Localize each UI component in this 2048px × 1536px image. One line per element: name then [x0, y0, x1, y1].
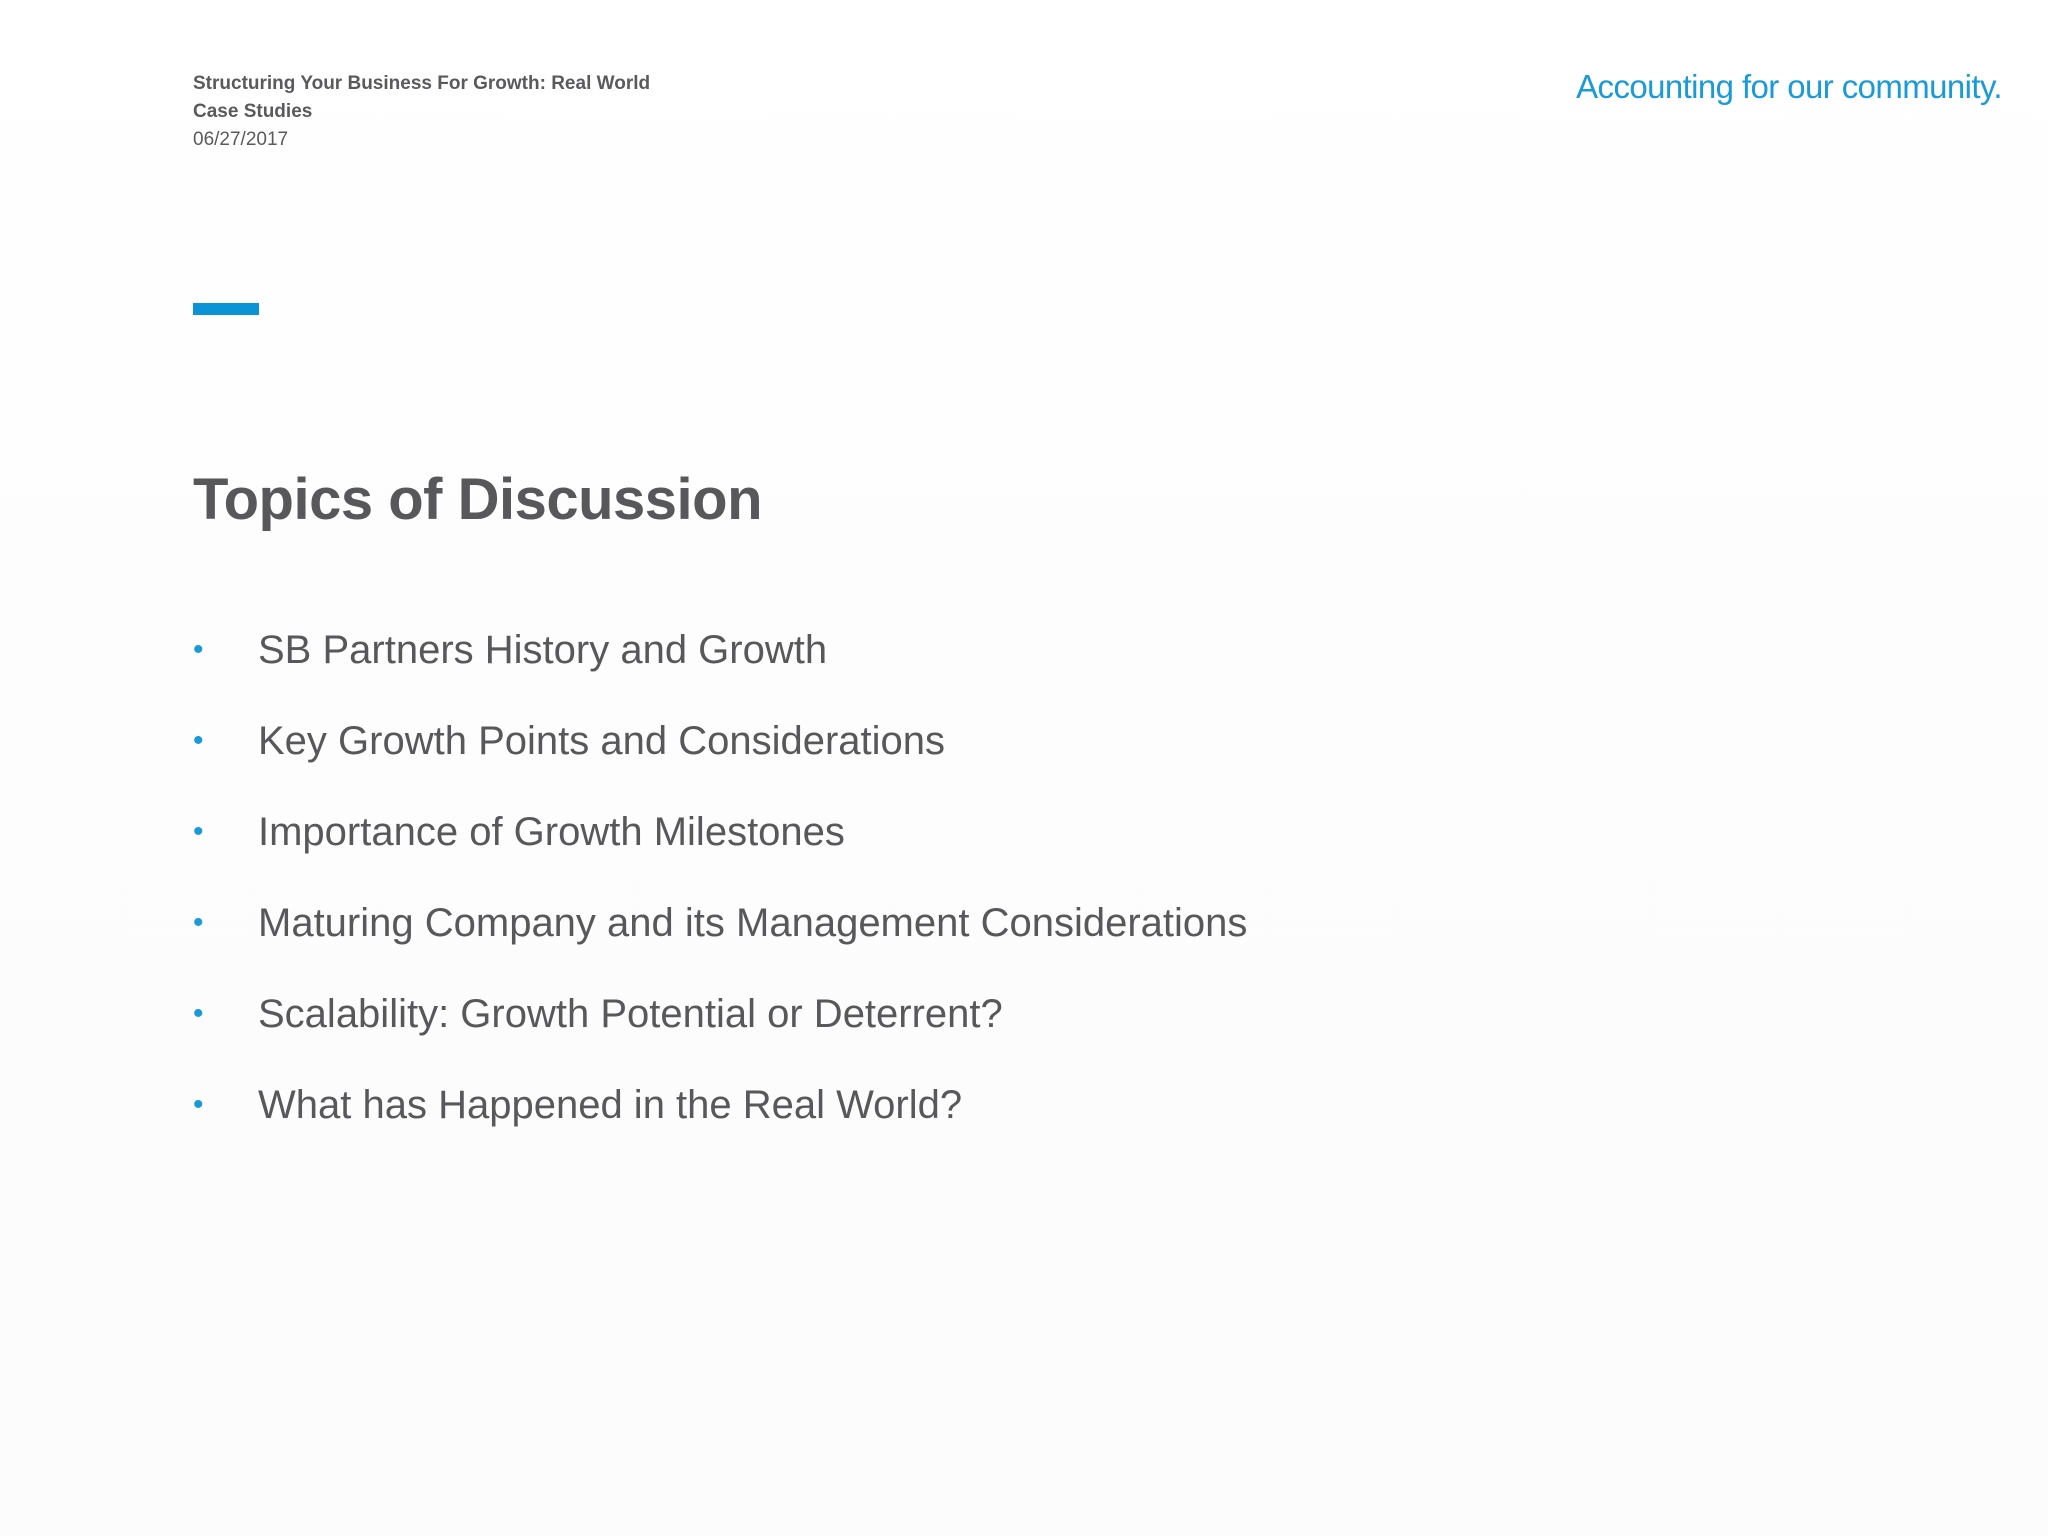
bullet-icon: • — [193, 815, 204, 848]
bullet-icon: • — [193, 633, 204, 666]
bullet-icon: • — [193, 1088, 204, 1121]
topic-text: SB Partners History and Growth — [258, 628, 828, 672]
topic-text: Scalability: Growth Potential or Deterrent? — [258, 992, 1003, 1036]
topic-item — [193, 711, 1247, 802]
accent-bar — [193, 303, 259, 315]
topic-text: Maturing Company and its Management Considerations — [258, 901, 1248, 945]
topics-list — [193, 620, 1247, 1166]
topic-item — [193, 984, 1247, 1075]
topic-text: What has Happened in the Real World? — [258, 1083, 963, 1127]
bullet-icon: • — [193, 997, 204, 1030]
brand-tagline: Accounting for our community. — [1576, 68, 2002, 105]
header-block — [193, 70, 653, 154]
topic-item — [193, 620, 1247, 711]
topic-text: Importance of Growth Milestones — [258, 810, 845, 854]
presentation-date: 06/27/2017 — [193, 129, 289, 150]
topic-item — [193, 893, 1247, 984]
topic-item — [193, 802, 1247, 893]
bullet-icon: • — [193, 906, 204, 939]
bullet-icon: • — [193, 724, 204, 757]
topic-text: Key Growth Points and Considerations — [258, 719, 946, 763]
presentation-title: Structuring Your Business For Growth: Real World Case Studies — [193, 73, 651, 122]
topic-item — [193, 1075, 1247, 1166]
slide-title: Topics of Discussion — [193, 467, 763, 532]
